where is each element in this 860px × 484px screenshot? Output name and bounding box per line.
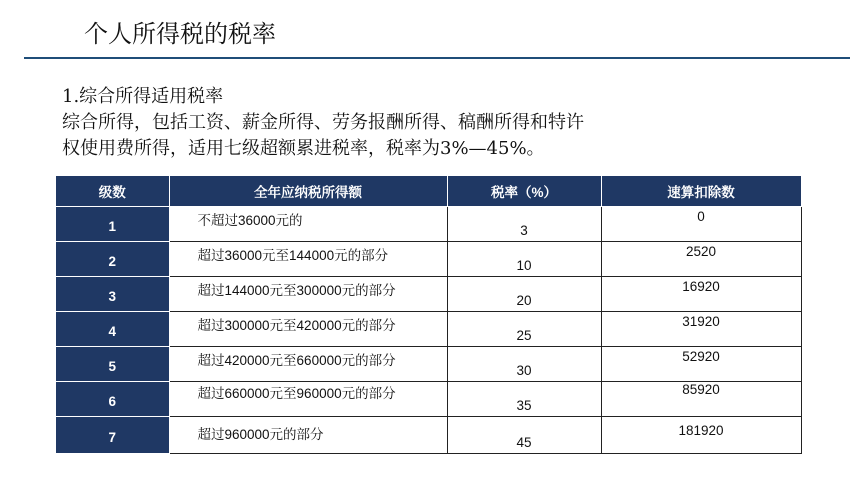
income-cell: 超过660000元至960000元的部分 — [169, 382, 447, 417]
table-row — [56, 417, 801, 454]
table-row — [56, 207, 801, 242]
deduction-cell: 2520 — [601, 242, 801, 277]
level-cell: 7 — [56, 417, 169, 454]
deduction-cell: 31920 — [601, 312, 801, 347]
table-row — [56, 277, 801, 312]
table-row — [56, 382, 801, 417]
income-cell: 不超过36000元的 — [169, 207, 447, 242]
rate-cell: 10 — [447, 242, 601, 277]
intro-text — [62, 84, 822, 162]
intro-line-2: 权使用费所得，适用七级超额累进税率，税率为3%—45%。 — [62, 138, 545, 159]
rate-cell: 25 — [447, 312, 601, 347]
table-row — [56, 312, 801, 347]
tax-rate-table — [56, 176, 802, 454]
level-cell: 4 — [56, 312, 169, 347]
income-cell: 超过144000元至300000元的部分 — [169, 277, 447, 312]
intro-line-1: 综合所得，包括工资、薪金所得、劳务报酬所得、稿酬所得和特许 — [62, 112, 584, 133]
level-cell: 1 — [56, 207, 169, 242]
deduction-cell: 0 — [601, 207, 801, 242]
income-cell: 超过36000元至144000元的部分 — [169, 242, 447, 277]
level-cell: 5 — [56, 347, 169, 382]
rate-cell: 30 — [447, 347, 601, 382]
deduction-cell: 16920 — [601, 277, 801, 312]
income-cell: 超过300000元至420000元的部分 — [169, 312, 447, 347]
level-cell: 2 — [56, 242, 169, 277]
rate-cell: 45 — [447, 417, 601, 454]
income-cell: 超过420000元至660000元的部分 — [169, 347, 447, 382]
header-income: 全年应纳税所得额 — [169, 176, 447, 207]
deduction-cell: 85920 — [601, 382, 801, 417]
header-deduction: 速算扣除数 — [601, 176, 801, 207]
slide-title: 个人所得税的税率 — [84, 20, 276, 48]
rate-cell: 3 — [447, 207, 601, 242]
table-row — [56, 347, 801, 382]
rate-cell: 20 — [447, 277, 601, 312]
deduction-cell: 52920 — [601, 347, 801, 382]
header-level: 级数 — [56, 176, 169, 207]
level-cell: 6 — [56, 382, 169, 417]
intro-heading: 1.综合所得适用税率 — [62, 86, 224, 107]
header-rate: 税率（%） — [447, 176, 601, 207]
rate-cell: 35 — [447, 382, 601, 417]
title-divider — [24, 57, 850, 59]
income-cell: 超过960000元的部分 — [169, 417, 447, 454]
level-cell: 3 — [56, 277, 169, 312]
deduction-cell: 181920 — [601, 417, 801, 454]
table-row — [56, 242, 801, 277]
table-header-row — [56, 176, 801, 207]
